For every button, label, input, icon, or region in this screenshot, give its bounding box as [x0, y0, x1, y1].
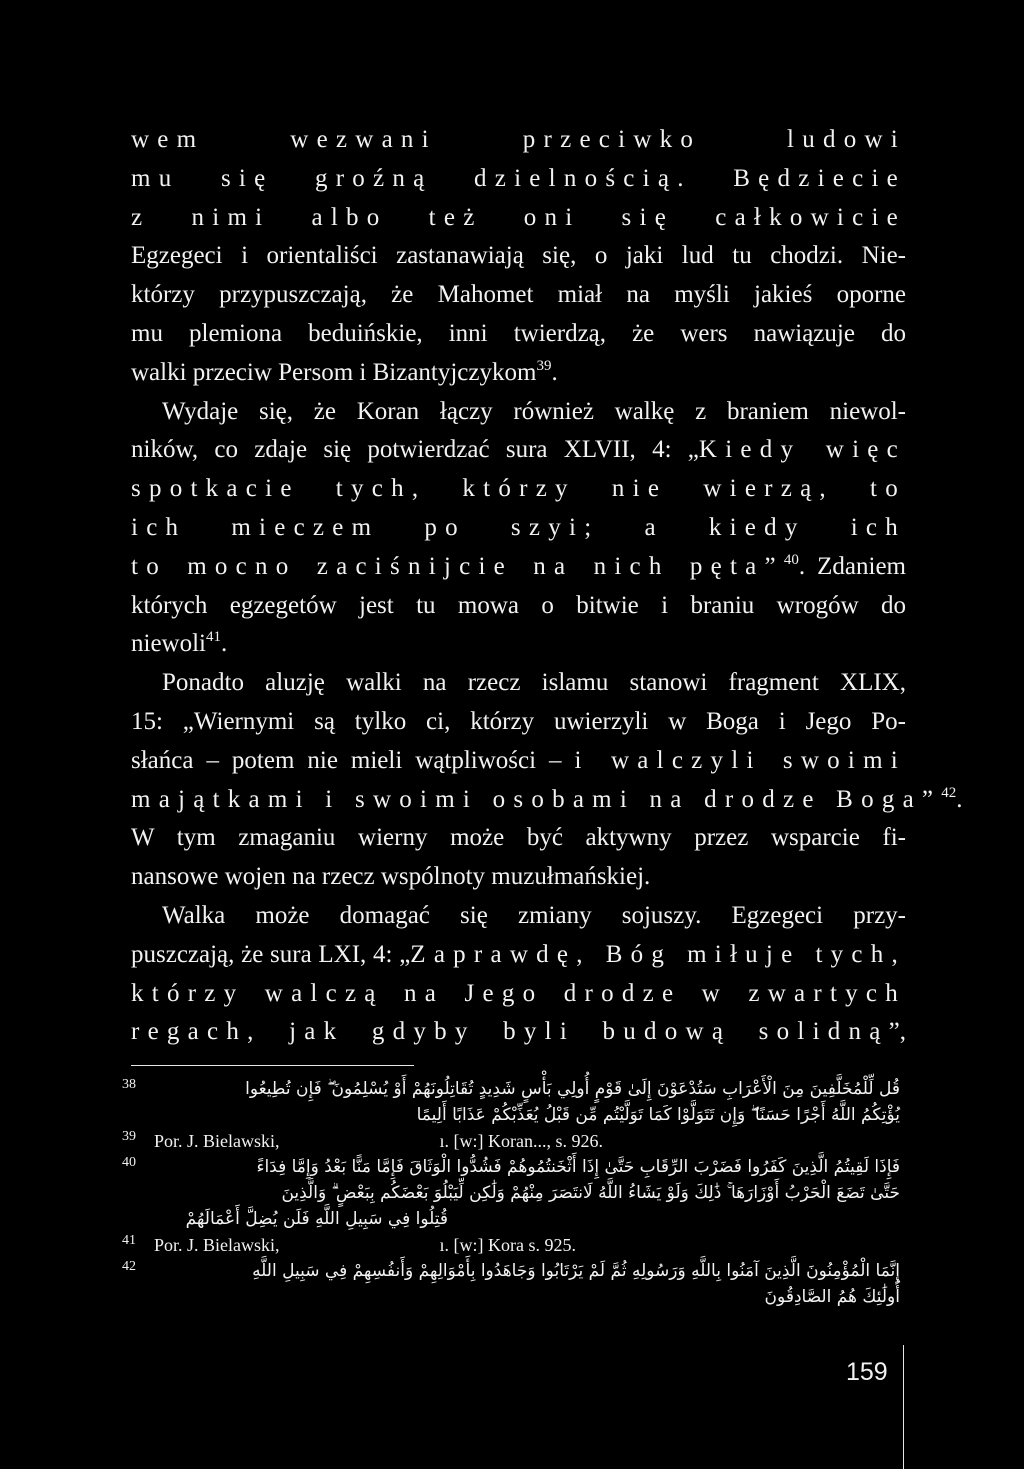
footnote-number: 41 [122, 1233, 136, 1248]
footnote-40-cont [122, 1206, 906, 1232]
footnote-38 [122, 1076, 906, 1102]
footnote-citation: ı. [w:] Koran..., s. 926. [439, 1131, 603, 1151]
footnote-text: Por. J. Bielawski, [154, 1131, 280, 1151]
text-line: niewoli$^{41}$. [131, 629, 228, 658]
arabic-quote: فَإِذَا لَقِيتُمُ الَّذِينَ كَفَرُوا فَضَرْبَ الرِّقَابِ حَتَّىٰ إِذَا أَثْخَنتُمُوهُمْ فَشُدُّوا الْوَثَاقَ فَإِمَّا مَنًّا بَعْدُ وَإِمَّا فِدَاءً [256, 1157, 900, 1177]
footnote-40 [122, 1154, 906, 1180]
text-line: to mocno zaciśnijcie na nich pęta”$^{40}$. Zdaniem [131, 551, 906, 580]
text-line: z nimi albo też oni się całkowicie [131, 203, 906, 231]
footnote-41 [122, 1232, 906, 1258]
footnote-number: 38 [122, 1077, 136, 1092]
text-line: puszczają, że sura LXI, 4: „Zaprawdę, Bóg miłuje tych, [131, 940, 906, 968]
text-line: ich mieczem po szyi; a kiedy ich [131, 513, 906, 541]
text-line: Ponadto aluzję walki na rzecz islamu stanowi fragment XLIX, [162, 669, 906, 697]
footnote-ref: 42 [941, 784, 957, 801]
text-line: spotkacie tych, którzy nie wierzą, to [131, 475, 906, 503]
text-line: mu plemiona beduińskie, inni twierdzą, że wers nawiązuje do [131, 319, 906, 347]
footnote-citation: ı. [w:] Kora s. 925. [439, 1235, 576, 1255]
footnote-42 [122, 1258, 906, 1284]
text-line: którzy przypuszczają, że Mahomet miał na myśli jakieś oporne [131, 281, 906, 309]
arabic-quote: قُل لِّلْمُخَلَّفِينَ مِنَ الْأَعْرَابِ سَتُدْعَوْنَ إِلَىٰ قَوْمٍ أُولِي بَأْسٍ شَدِيدٍ تُقَاتِلُونَهُمْ أَوْ يُسْلِمُونَ ۖ فَإِن تُطِيعُوا [245, 1079, 900, 1099]
text-line: których egzegetów jest tu mowa o bitwie i braniu wrogów do [131, 591, 906, 619]
footnote-number: 39 [122, 1129, 136, 1144]
footnote-number: 42 [122, 1259, 136, 1274]
arabic-quote: أُولَٰئِكَ هُمُ الصَّادِقُونَ [764, 1287, 900, 1307]
footnote-40-cont [122, 1180, 906, 1206]
text-line: W tym zmaganiu wierny może być aktywny przez wsparcie fi- [131, 824, 906, 852]
page-number-rule [903, 1345, 904, 1469]
text-line: Walka może domagać się zmiany sojuszy. Egzegeci przy- [162, 901, 906, 929]
text-line: Wydaje się, że Koran łączy również walkę z braniem niewol- [162, 397, 906, 425]
text-line: ników, co zdaje się potwierdzać sura XLVII, 4: „Kiedy więc [131, 436, 906, 464]
footnote-39 [122, 1128, 906, 1154]
text-line: wem wezwani przeciwko ludowi [131, 126, 906, 153]
footnote-42-cont [122, 1284, 906, 1310]
footnote-ref: 39 [536, 357, 552, 374]
text-line: mu się groźną dzielnością. Będziecie [131, 164, 906, 192]
footnote-separator [131, 1065, 414, 1066]
main-text [131, 121, 963, 1052]
text-line: nansowe wojen na rzecz wspólnoty muzułmańskiej. [131, 863, 651, 891]
arabic-quote: قُتِلُوا فِي سَبِيلِ اللَّهِ فَلَن يُضِلَّ أَعْمَالَهُمْ [185, 1209, 448, 1229]
footnote-38-cont [122, 1102, 906, 1128]
text-line: Egzegeci i orientaliści zastanawiają się, o jaki lud tu chodzi. Nie- [131, 242, 906, 270]
footnote-ref: 41 [206, 629, 221, 646]
text-line: regach, jak gdyby byli budową solidną”, [131, 1018, 906, 1046]
footnote-ref: 40 [783, 551, 799, 568]
text-line: którzy walczą na Jego drodze w zwartych [131, 979, 906, 1007]
text-line: 15: „Wiernymi są tylko ci, którzy uwierzyli w Boga i Jego Po- [131, 707, 906, 735]
footnote-number: 40 [122, 1155, 136, 1170]
footnotes [122, 1076, 906, 1310]
arabic-quote: إِنَّمَا الْمُؤْمِنُونَ الَّذِينَ آمَنُوا بِاللَّهِ وَرَسُولِهِ ثُمَّ لَمْ يَرْتَابُوا وَجَاهَدُوا بِأَمْوَالِهِمْ وَأَنفُسِهِمْ فِي سَبِيلِ اللَّهِ [252, 1261, 900, 1281]
footnote-text: Por. J. Bielawski, [154, 1235, 280, 1255]
text-line: walki przeciw Persom i Bizantyjczykom$^{39}$. [131, 357, 558, 386]
page-number: 159 [846, 1358, 888, 1386]
text-line: słańca – potem nie mieli wątpliwości – i walczyli swoimi [131, 746, 906, 774]
arabic-quote: حَتَّىٰ تَضَعَ الْحَرْبُ أَوْزَارَهَا ۚ ذَٰلِكَ وَلَوْ يَشَاءُ اللَّهُ لَانتَصَرَ مِنْهُمْ وَلَٰكِن لِّيَبْلُوَ بَعْضَكُم بِبَعْضٍ ۗ وَالَّذِينَ [281, 1183, 900, 1203]
text-line: majątkami i swoimi osobami na drodze Boga”$^{42}$. [131, 784, 963, 813]
arabic-quote: يُؤْتِكُمُ اللَّهُ أَجْرًا حَسَنًا ۖ وَإِن تَتَوَلَّوْا كَمَا تَوَلَّيْتُم مِّن قَبْلُ يُعَذِّبْكُمْ عَذَابًا أَلِيمًا [416, 1105, 900, 1125]
